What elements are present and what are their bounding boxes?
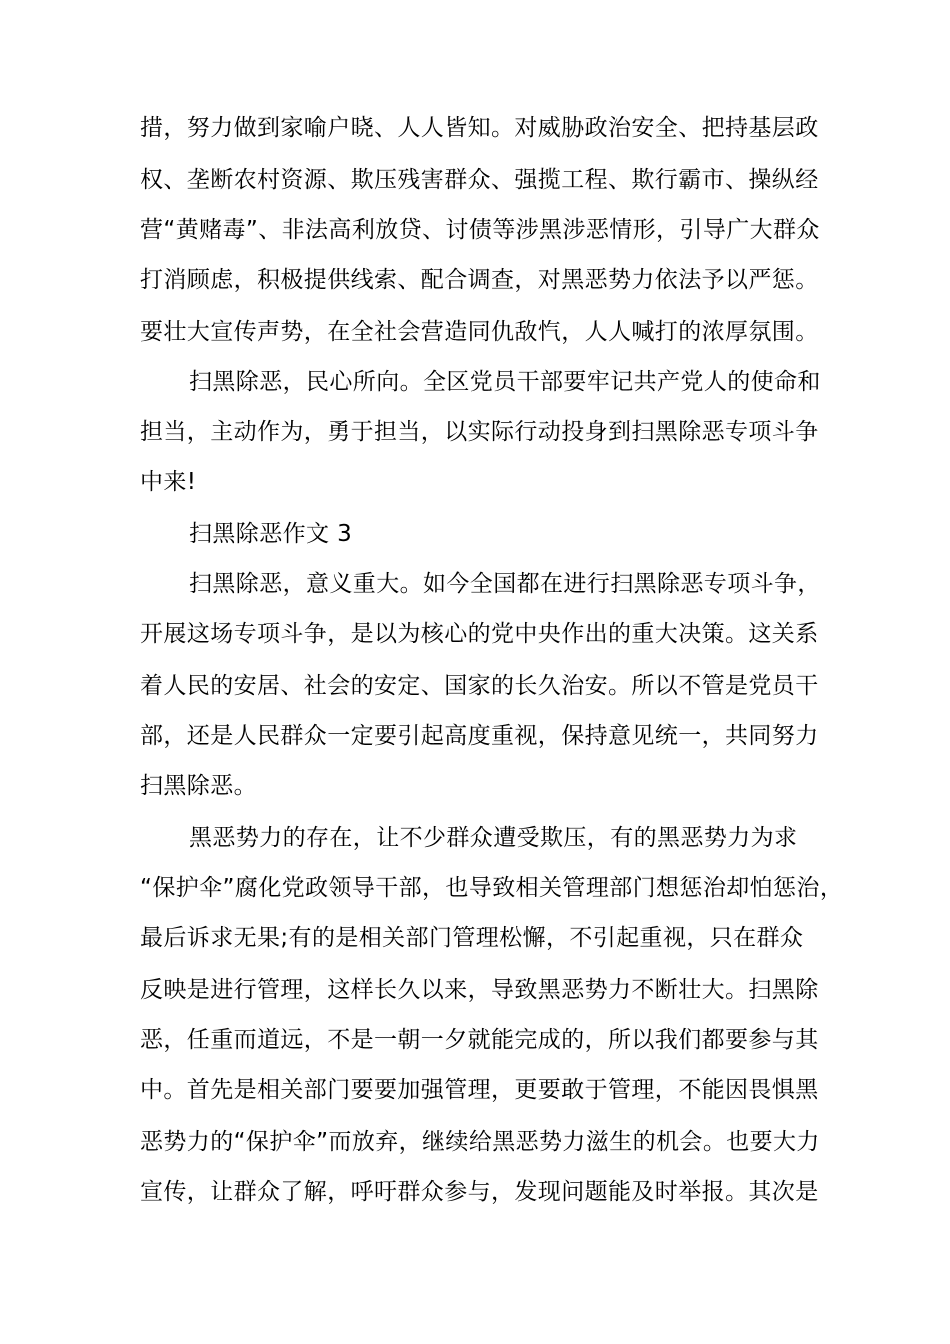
section-heading: 扫黑除恶作文 3: [189, 521, 353, 547]
text-line: 恶，任重而道远，不是一朝一夕就能完成的，所以我们都要参与其: [140, 1027, 819, 1053]
text-line: 恶势力的“保护伞”而放弃，继续给黑恶势力滋生的机会。也要大力: [140, 1129, 820, 1155]
paragraph-first-line: 黑恶势力的存在，让不少群众遭受欺压，有的黑恶势力为求: [189, 825, 798, 851]
text-line: 权、垄断农村资源、欺压残害群众、强揽工程、欺行霸市、操纵经: [140, 167, 819, 193]
text-line: 开展这场专项斗争，是以为核心的党中央作出的重大决策。这关系: [140, 621, 819, 647]
text-line: 部，还是人民群众一定要引起高度重视，保持意见统一，共同努力: [140, 723, 819, 749]
text-line: 反映是进行管理，这样长久以来，导致黑恶势力不断壮大。扫黑除: [140, 977, 819, 1003]
text-line: 中。首先是相关部门要要加强管理，更要敢于管理，不能因畏惧黑: [140, 1077, 819, 1103]
text-line: “保护伞”腐化党政领导干部，也导致相关管理部门想惩治却怕惩治，: [140, 875, 844, 901]
text-line: 要壮大宣传声势，在全社会营造同仇敌忾，人人喊打的浓厚氛围。: [140, 319, 819, 345]
paragraph-first-line: 扫黑除恶，意义重大。如今全国都在进行扫黑除恶专项斗争，: [189, 571, 821, 597]
paragraph-first-line: 扫黑除恶，民心所向。全区党员干部要牢记共产党人的使命和: [189, 369, 821, 395]
text-line: 着人民的安居、社会的安定、国家的长久治安。所以不管是党员干: [140, 673, 819, 699]
text-line: 宣传，让群众了解，呼吁群众参与，发现问题能及时举报。其次是: [140, 1179, 819, 1205]
text-line: 扫黑除恶。: [140, 773, 257, 799]
text-line: 中来!: [140, 469, 197, 495]
text-line: 打消顾虑，积极提供线索、配合调查，对黑恶势力依法予以严惩。: [140, 267, 819, 293]
text-line: 最后诉求无果;有的是相关部门管理松懈，不引起重视，只在群众: [140, 925, 804, 951]
text-line: 措，努力做到家喻户晓、人人皆知。对威胁政治安全、把持基层政: [140, 115, 819, 141]
text-line: 担当，主动作为，勇于担当，以实际行动投身到扫黑除恶专项斗争: [140, 419, 819, 445]
text-line: 营“黄赌毒”、非法高利放贷、讨债等涉黑涉恶情形，引导广大群众: [140, 217, 820, 243]
